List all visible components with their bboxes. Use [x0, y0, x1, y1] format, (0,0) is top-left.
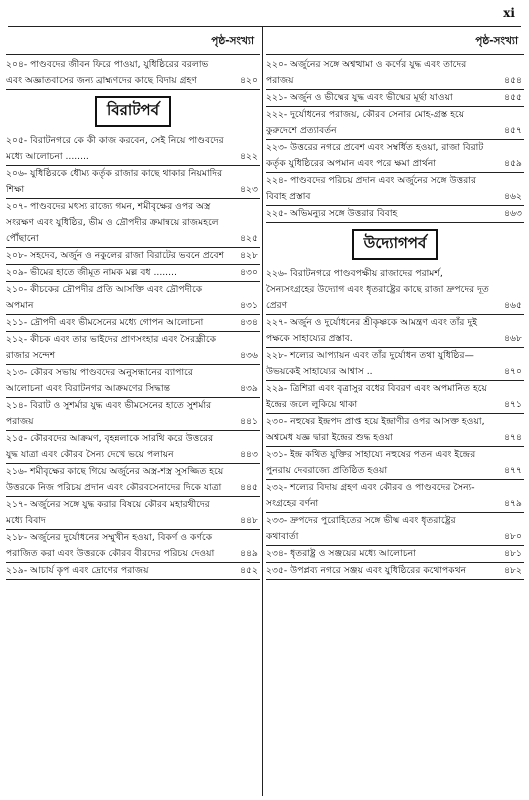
toc-entry [266, 381, 524, 413]
toc-entry [6, 431, 260, 463]
entry-page-number: ৪৪৮ [240, 515, 258, 526]
toc-entry [6, 530, 260, 562]
entry-title: বিরাট ও সুশর্মার যুদ্ধ এবং ভীমসেনের হাতে সুশর্মার পরাজয় [6, 400, 212, 427]
entry-page-number: ৪৫৭ [504, 125, 522, 136]
toc-entry [266, 140, 524, 172]
entry-number: ২৩১- [266, 449, 288, 460]
entry-title: পাণ্ডবদের পরিচয় প্রদান এবং অর্জুনের সঙ্গে উত্তরার বিবাহ প্রস্তাব [266, 175, 476, 202]
entry-page-number: ৪২৫ [240, 233, 258, 244]
entry-number: ২২৯- [266, 383, 288, 394]
right-entries [266, 57, 524, 223]
toc-entry [266, 266, 524, 314]
toc-entry [266, 348, 524, 380]
entry-title: অর্জুন ও ভীষ্মের যুদ্ধ এবং ভীষ্মের মূর্ছা যাওয়া [290, 92, 453, 103]
entry-number: ২২৪- [266, 175, 288, 186]
entry-separator [6, 579, 260, 580]
left-column-header: পৃষ্ঠ-সংখ্যা [6, 30, 260, 55]
toc-entry [6, 166, 260, 198]
entry-title: নহুষের ইন্দ্রপদ প্রাপ্ত হয়ে ইন্দ্রাণীর ওপর আসক্ত হওয়া, অশ্বমেধ যজ্ঞ দ্বারা ইন্দ্রের শুদ্ধ হওয়া [266, 416, 485, 443]
toc-entry [266, 480, 524, 512]
entry-page-number: ৪৪৫ [240, 482, 258, 493]
entry-number: ২২০- [266, 59, 288, 70]
entry-page-number: ৪৫৫ [504, 92, 522, 103]
entry-number: ২১৫- [6, 433, 28, 444]
left-entries-before [6, 57, 260, 90]
toc-entry [266, 315, 524, 347]
section-heading-virata-parva: বিরাটপর্ব [95, 96, 171, 127]
entry-title: শল্যের বিদায় গ্রহণ এবং কৌরব ও পাণ্ডবদের সৈন্য-সংগ্রহের বর্ণনা [266, 482, 475, 509]
entry-title: শমীবৃক্ষের কাছে গিয়ে অর্জুনের অস্ত্র-শস্ত্র সুসজ্জিত হয়ে উত্তরকে নিজ পরিচয় প্রদান এবং কৌরবসেনাদের দিকে যাত্রা [6, 466, 224, 493]
entry-number: ২২৭- [266, 317, 288, 328]
entry-title: ধৃতরাষ্ট্র ও সঞ্জয়ের মধ্যে আলোচনা [290, 548, 416, 559]
entry-page-number: ৪৭৪ [504, 432, 522, 443]
right-entries-after [266, 266, 524, 580]
entry-page-number: ৪৮০ [504, 531, 522, 542]
entry-number: ২৩০- [266, 416, 288, 427]
section-heading-udyoga-parva: উদ্যোগপর্ব [352, 229, 439, 260]
right-column [266, 30, 524, 796]
toc-entry [6, 265, 260, 281]
entry-page-number: ৪২০ [240, 75, 258, 86]
entry-page-number: ৪৪৯ [240, 548, 258, 559]
entry-title: আচার্য কৃপ এবং দ্রোণের পরাজয় [30, 565, 149, 576]
toc-entry [6, 133, 260, 165]
entry-number: ২০৫- [6, 135, 28, 146]
entry-number: ২৩৪- [266, 548, 288, 559]
entry-page-number: ৪৩৬ [240, 350, 258, 361]
toc-entry [6, 248, 260, 264]
entry-title: দ্রুপদের পুরোহিতের সঙ্গে ভীষ্ম এবং ধৃতরাষ্ট্রের কথাবার্তা [266, 515, 456, 542]
entry-page-number: ৪৭৯ [504, 498, 522, 509]
entry-title: যুধিষ্ঠিরকে ধৌম্য কর্তৃক রাজার কাছে থাকার নিয়মাদির শিক্ষা [6, 168, 223, 195]
entry-page-number: ৪৮২ [504, 565, 522, 576]
entry-number: ২২৫- [266, 208, 288, 219]
toc-entry [6, 57, 260, 89]
column-divider [262, 27, 263, 796]
entry-page-number: ৪৭৭ [504, 465, 522, 476]
page-number: xi [503, 6, 515, 20]
entry-number: ২৩৩- [266, 515, 288, 526]
toc-entry [6, 365, 260, 397]
entry-title: দ্রৌপদী এবং ভীমসেনের মধ্যে গোপন আলোচনা [30, 317, 204, 328]
toc-entry [266, 57, 524, 89]
toc-entry [6, 332, 260, 364]
entry-title: অর্জুনের দুর্যোধনের সম্মুখীন হওয়া, বিকর্ণ ও কর্ণকে পরাজিত করা এবং উত্তরকে কৌরব বীরদের পরিচয় দেওয়া [6, 532, 215, 559]
entry-separator [266, 222, 524, 223]
entry-number: ২২৩- [266, 142, 288, 153]
toc-entry [6, 563, 260, 579]
top-rule [8, 26, 521, 27]
toc-entry [6, 282, 260, 314]
entry-title: অর্জুন ও দুর্যোধনের শ্রীকৃষ্ণকে আমন্ত্রণ এবং তাঁর দুই পক্ষকে সাহায্যের প্রস্তাব. [266, 317, 478, 344]
entry-number: ২২১- [266, 92, 288, 103]
entry-number: ২২২- [266, 109, 288, 120]
entry-page-number: ৪৩১ [240, 300, 258, 311]
entry-title: দুর্যোধনের পরাজয়, কৌরব সেনার মোহ-গ্রস্ত হয়ে কুরুদেশে প্রত্যাবর্তন [266, 109, 465, 136]
entry-number: ২০৭- [6, 201, 28, 212]
entry-number: ২১৩- [6, 367, 28, 378]
entry-number: ২২৬- [266, 268, 288, 279]
entry-title: অভিমন্যুর সঙ্গে উত্তরার বিবাহ [290, 208, 398, 219]
entry-page-number: ৪২২ [240, 151, 258, 162]
entry-number: ২১০- [6, 284, 28, 295]
toc-entry [266, 90, 524, 106]
entry-number: ২১৮- [6, 532, 28, 543]
entry-number: ২০৯- [6, 267, 28, 278]
entry-page-number: ৪৭০ [504, 366, 522, 377]
entry-title: সহদেব, অর্জুন ও নকুলের রাজা বিরাটের ভবনে প্রবেশ [30, 250, 225, 261]
entry-page-number: ৪২৩ [240, 184, 258, 195]
toc-entry [266, 447, 524, 479]
left-column [6, 30, 260, 796]
toc-entry [6, 497, 260, 529]
toc-entry [6, 398, 260, 430]
entry-title: কীচকের দ্রৌপদীর প্রতি আসক্তি এবং দ্রৌপদীকে অপমান [6, 284, 203, 311]
entry-separator [6, 89, 260, 90]
entry-title: ত্রিশিরা এবং বৃত্রাসুর বধের বিবরণ এবং অপমানিত হয়ে ইন্দ্রের জলে লুকিয়ে থাকা [266, 383, 487, 410]
toc-entry [266, 206, 524, 222]
entry-number: ২৩২- [266, 482, 288, 493]
entry-number: ২২৮- [266, 350, 288, 361]
entry-page-number: ৪৫৯ [504, 158, 522, 169]
entry-separator [266, 579, 524, 580]
toc-entry [6, 199, 260, 247]
entry-number: ২৩৫- [266, 565, 288, 576]
toc-entry [6, 464, 260, 496]
toc-entry [266, 513, 524, 545]
entry-page-number: ৪৩৯ [240, 383, 258, 394]
entry-title: অর্জুনের সঙ্গে যুদ্ধ করার বিষয়ে কৌরব মহারথীদের মধ্যে বিবাদ [6, 499, 210, 526]
entry-number: ২১২- [6, 334, 28, 345]
entry-title: কীচক এবং তার ভাইদের প্রাণসংহার এবং সৈরন্ধ্রীকে রাজার সন্দেশ [6, 334, 217, 361]
entry-title: উত্তরের নগরে প্রবেশ এবং সম্বর্ধিত হওয়া, রাজা বিরাট কর্তৃক যুধিষ্ঠিরের অপমান এবং পরে ক্ষমা প্রার্থনা [266, 142, 484, 169]
entry-title: কৌরবদের আক্রমণ, বৃহন্নলাকে সারথি করে উত্তরের যুদ্ধ যাত্রা এবং কৌরব সৈন্য দেখে ভয়ে পলায়ন [6, 433, 214, 460]
entry-number: ২১৯- [6, 565, 28, 576]
entry-page-number: ৪৩০ [240, 267, 258, 278]
entry-title: অর্জুনের সঙ্গে অশ্বত্থামা ও কর্ণের যুদ্ধ এবং তাদের পরাজয় [266, 59, 467, 86]
entry-page-number: ৪৩৪ [240, 317, 258, 328]
entry-number: ২০৮- [6, 250, 28, 261]
entry-page-number: ৪৪১ [240, 416, 258, 427]
entry-title: উপপ্লব্য নগরে সঞ্জয় এবং যুধিষ্ঠিরের কথোপকথন [290, 565, 467, 576]
entry-number: ২০৬- [6, 168, 28, 179]
toc-entry [266, 107, 524, 139]
entry-page-number: ৪২৮ [240, 250, 258, 261]
entry-number: ২০৪- [6, 59, 28, 70]
entry-page-number: ৪৬৫ [504, 300, 522, 311]
entry-page-number: ৪৪৩ [240, 449, 258, 460]
entry-page-number: ৪৮১ [504, 548, 522, 559]
toc-entry [6, 315, 260, 331]
entry-title: কৌরব সভায় পাণ্ডবদের অনুসন্ধানের ব্যাপারে আলোচনা এবং বিরাটনগর আক্রমণের সিদ্ধান্ত [6, 367, 193, 394]
entry-title: বিরাটনগরে কে কী কাজ করবেন, সেই নিয়ে পাণ্ডবদের মধ্যে আলোচনা ........ [6, 135, 224, 162]
entry-number: ২১৪- [6, 400, 28, 411]
entry-title: ইন্দ্র কথিত যুক্তির সাহায্যে নহুষের পতন এবং ইন্দ্রের পুনরায় দেবরাজ্যে প্রতিষ্ঠিত হওয়া [266, 449, 476, 476]
entry-title: পাণ্ডবদের জীবন ফিরে পাওয়া, যুধিষ্ঠিরের বরলাভ এবং অজ্ঞাতবাসের জন্য ব্রাহ্মণদের কাছে বিদায় গ্রহণ [6, 59, 209, 86]
entry-title: শল্যের আপ্যায়ন এবং তাঁর দুর্যোধন তথা যুধিষ্ঠির—উভয়কেই সাহায্যের আশ্বাস .. [266, 350, 474, 377]
right-column-header: পৃষ্ঠ-সংখ্যা [266, 30, 524, 55]
entry-number: ২১৬- [6, 466, 28, 477]
entry-page-number: ৪৬৮ [504, 333, 522, 344]
toc-entry [266, 563, 524, 579]
toc-entry [266, 546, 524, 562]
left-entries [6, 133, 260, 580]
entry-title: পাণ্ডবদের মৎস্য রাজ্যে গমন, শমীবৃক্ষের ওপর অস্ত্র সংরক্ষণ এবং যুধিষ্ঠির, ভীম ও দ্রৌপদীর ক্রমান্বয়ে রাজমহলে পৌঁছানো [6, 201, 219, 244]
entry-title: ভীমের হাতে জীমূত নামক মল্ল বধ ........ [30, 267, 177, 278]
entry-number: ২১১- [6, 317, 28, 328]
toc-entry [266, 173, 524, 205]
entry-page-number: ৪৬৩ [504, 208, 522, 219]
entry-number: ২১৭- [6, 499, 28, 510]
entry-page-number: ৪৫২ [240, 565, 258, 576]
entry-page-number: ৪৭১ [504, 399, 522, 410]
entry-page-number: ৪৬২ [504, 191, 522, 202]
entry-page-number: ৪৫৪ [504, 75, 522, 86]
entry-title: বিরাটনগরে পাণ্ডবপক্ষীয় রাজাদের পরামর্শ, সৈন্যসংগ্রহের উদ্যোগ এবং ধৃতরাষ্ট্রের কাছে রাজা দ্রুপদের দূত প্রেরণ [266, 268, 489, 311]
toc-entry [266, 414, 524, 446]
